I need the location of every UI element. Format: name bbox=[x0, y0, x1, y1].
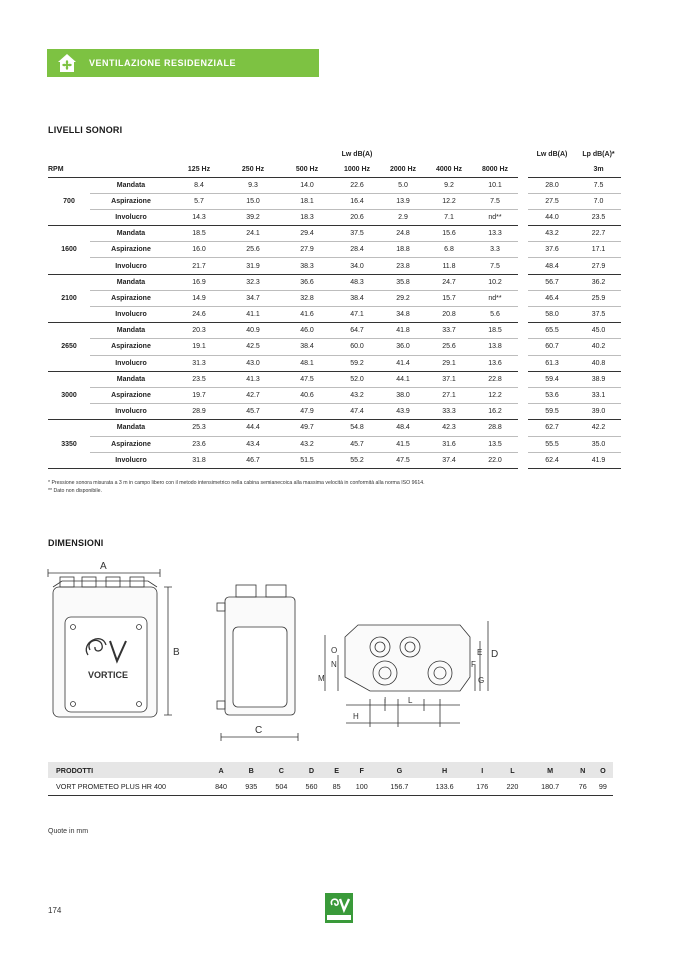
band-value-cell: 14.9 bbox=[172, 290, 226, 306]
band-header: 125 Hz bbox=[172, 162, 226, 177]
dimensions-section-title: DIMENSIONI bbox=[48, 538, 104, 548]
rpm-cell: 2650 bbox=[48, 323, 90, 372]
lw-value-cell: 59.5 bbox=[528, 404, 576, 420]
product-cell: VORT PROMETEO PLUS HR 400 bbox=[48, 778, 206, 795]
product-header-cell: D bbox=[296, 762, 326, 778]
band-value-cell: 10.2 bbox=[472, 274, 518, 290]
band-value-cell: 38.4 bbox=[280, 339, 334, 355]
band-value-cell: 25.6 bbox=[426, 339, 472, 355]
band-value-cell: 47.9 bbox=[280, 404, 334, 420]
sound-row bbox=[48, 274, 621, 290]
band-value-cell: 31.8 bbox=[172, 452, 226, 468]
band-value-cell: 47.5 bbox=[380, 452, 426, 468]
band-value-cell: 47.5 bbox=[280, 371, 334, 387]
band-value-cell: 41.4 bbox=[380, 355, 426, 371]
type-cell: Aspirazione bbox=[90, 242, 172, 258]
lw-value-cell: 62.7 bbox=[528, 420, 576, 436]
products-table bbox=[48, 762, 613, 796]
product-cell: 220 bbox=[497, 778, 527, 795]
band-value-cell: 12.2 bbox=[426, 193, 472, 209]
band-value-cell: 10.1 bbox=[472, 177, 518, 193]
band-value-cell: 13.9 bbox=[380, 193, 426, 209]
product-header-cell: N bbox=[573, 762, 593, 778]
band-value-cell: 8.4 bbox=[172, 177, 226, 193]
sound-row bbox=[48, 436, 621, 452]
product-header-cell: A bbox=[206, 762, 236, 778]
page-number: 174 bbox=[48, 906, 62, 915]
sound-row bbox=[48, 209, 621, 225]
band-value-cell: 42.3 bbox=[426, 420, 472, 436]
sound-row bbox=[48, 193, 621, 209]
rpm-header: RPM bbox=[48, 162, 90, 177]
band-value-cell: 31.6 bbox=[426, 436, 472, 452]
type-cell: Mandata bbox=[90, 371, 172, 387]
band-value-cell: 23.8 bbox=[380, 258, 426, 274]
band-value-cell: 43.2 bbox=[334, 387, 380, 403]
band-value-cell: 3.3 bbox=[472, 242, 518, 258]
band-value-cell: 16.9 bbox=[172, 274, 226, 290]
lw-total-header: Lw dB(A) bbox=[536, 151, 568, 158]
product-cell: 100 bbox=[347, 778, 377, 795]
band-value-cell: 43.9 bbox=[380, 404, 426, 420]
band-value-cell: 43.2 bbox=[280, 436, 334, 452]
band-value-cell: 32.8 bbox=[280, 290, 334, 306]
band-value-cell: 43.4 bbox=[226, 436, 280, 452]
lp-value-cell: 23.5 bbox=[576, 209, 621, 225]
band-value-cell: 34.7 bbox=[226, 290, 280, 306]
band-value-cell: 7.5 bbox=[472, 193, 518, 209]
lp-value-cell: 17.1 bbox=[576, 242, 621, 258]
band-value-cell: 38.4 bbox=[334, 290, 380, 306]
rpm-cell: 3000 bbox=[48, 371, 90, 420]
band-value-cell: 20.6 bbox=[334, 209, 380, 225]
product-header-cell: G bbox=[377, 762, 422, 778]
band-value-cell: 16.4 bbox=[334, 193, 380, 209]
sound-row bbox=[48, 371, 621, 387]
product-cell: 133.6 bbox=[422, 778, 467, 795]
rpm-cell: 2100 bbox=[48, 274, 90, 323]
band-value-cell: 47.4 bbox=[334, 404, 380, 420]
lw-value-cell: 59.4 bbox=[528, 371, 576, 387]
sound-row bbox=[48, 387, 621, 403]
lp-value-cell: 38.9 bbox=[576, 371, 621, 387]
sound-row bbox=[48, 420, 621, 436]
band-value-cell: 25.3 bbox=[172, 420, 226, 436]
band-value-cell: 12.2 bbox=[472, 387, 518, 403]
band-value-cell: 44.4 bbox=[226, 420, 280, 436]
band-value-cell: 19.7 bbox=[172, 387, 226, 403]
header-title: VENTILAZIONE RESIDENZIALE bbox=[89, 58, 237, 68]
band-value-cell: 47.1 bbox=[334, 307, 380, 323]
product-cell: 176 bbox=[467, 778, 497, 795]
lp-value-cell: 7.5 bbox=[576, 177, 621, 193]
lw-value-cell: 37.6 bbox=[528, 242, 576, 258]
band-value-cell: 23.5 bbox=[172, 371, 226, 387]
band-value-cell: 45.7 bbox=[334, 436, 380, 452]
band-value-cell: 24.1 bbox=[226, 226, 280, 242]
sound-row bbox=[48, 452, 621, 468]
band-value-cell: 33.3 bbox=[426, 404, 472, 420]
rpm-cell: 3350 bbox=[48, 420, 90, 469]
dim-label-I: I bbox=[384, 696, 387, 705]
band-value-cell: 55.2 bbox=[334, 452, 380, 468]
product-cell: 85 bbox=[327, 778, 347, 795]
lp-value-cell: 33.1 bbox=[576, 387, 621, 403]
spacer-cell bbox=[518, 193, 528, 209]
band-value-cell: 28.8 bbox=[472, 420, 518, 436]
front-view-drawing bbox=[48, 569, 172, 717]
section-header-band bbox=[47, 49, 319, 77]
product-header-cell: C bbox=[266, 762, 296, 778]
lw-value-cell: 44.0 bbox=[528, 209, 576, 225]
lp-value-cell: 41.9 bbox=[576, 452, 621, 468]
band-value-cell: 15.0 bbox=[226, 193, 280, 209]
note-not-available: ** Dato non disponibile. bbox=[48, 488, 102, 494]
units-note: Quote in mm bbox=[48, 828, 89, 835]
spacer-cell bbox=[518, 307, 528, 323]
band-value-cell: 11.8 bbox=[426, 258, 472, 274]
rpm-cell: 1600 bbox=[48, 226, 90, 275]
sound-levels-table bbox=[48, 147, 621, 469]
type-cell: Mandata bbox=[90, 323, 172, 339]
lw-value-cell: 28.0 bbox=[528, 177, 576, 193]
band-value-cell: 18.8 bbox=[380, 242, 426, 258]
spacer-cell bbox=[518, 404, 528, 420]
product-cell: 840 bbox=[206, 778, 236, 795]
lp-value-cell: 35.0 bbox=[576, 436, 621, 452]
product-cell: 180.7 bbox=[528, 778, 573, 795]
band-value-cell: 43.0 bbox=[226, 355, 280, 371]
lp-value-cell: 40.8 bbox=[576, 355, 621, 371]
product-header-cell: PRODOTTI bbox=[48, 762, 206, 778]
band-value-cell: 16.2 bbox=[472, 404, 518, 420]
spacer-cell bbox=[518, 209, 528, 225]
lp-value-cell: 36.2 bbox=[576, 274, 621, 290]
sound-row bbox=[48, 307, 621, 323]
band-value-cell: 27.1 bbox=[426, 387, 472, 403]
band-value-cell: 42.7 bbox=[226, 387, 280, 403]
band-value-cell: 22.0 bbox=[472, 452, 518, 468]
band-value-cell: 14.3 bbox=[172, 209, 226, 225]
band-value-cell: 48.4 bbox=[380, 420, 426, 436]
lw-value-cell: 53.6 bbox=[528, 387, 576, 403]
type-cell: Mandata bbox=[90, 420, 172, 436]
band-value-cell: 21.7 bbox=[172, 258, 226, 274]
sound-notes bbox=[48, 479, 425, 495]
band-value-cell: 31.3 bbox=[172, 355, 226, 371]
band-value-cell: 16.0 bbox=[172, 242, 226, 258]
lw-value-cell: 58.0 bbox=[528, 307, 576, 323]
dim-label-B: B bbox=[173, 647, 180, 658]
sound-row bbox=[48, 355, 621, 371]
front-brand-text: VORTICE bbox=[88, 670, 129, 680]
band-header: 500 Hz bbox=[280, 162, 334, 177]
band-value-cell: 51.5 bbox=[280, 452, 334, 468]
band-value-cell: 7.1 bbox=[426, 209, 472, 225]
band-value-cell: 36.6 bbox=[280, 274, 334, 290]
band-value-cell: 27.9 bbox=[280, 242, 334, 258]
house-icon bbox=[57, 53, 77, 73]
product-cell: 99 bbox=[593, 778, 613, 795]
band-value-cell: 6.8 bbox=[426, 242, 472, 258]
band-header: 250 Hz bbox=[226, 162, 280, 177]
note-pressure: * Pressione sonora misurata a 3 m in campo libero con il metodo intensimetrico nella cabina semianecoica alla massima velocità in conformità alla norma ISO 9614. bbox=[48, 480, 425, 486]
band-value-cell: 5.0 bbox=[380, 177, 426, 193]
band-value-cell: 9.3 bbox=[226, 177, 280, 193]
sound-row bbox=[48, 258, 621, 274]
dim-label-H: H bbox=[353, 712, 359, 721]
band-value-cell: 34.0 bbox=[334, 258, 380, 274]
lp-value-cell: 45.0 bbox=[576, 323, 621, 339]
product-row bbox=[48, 778, 613, 795]
lw-value-cell: 60.7 bbox=[528, 339, 576, 355]
lp-total-sub: 3m bbox=[576, 162, 621, 177]
type-cell: Aspirazione bbox=[90, 290, 172, 306]
spacer-cell bbox=[518, 452, 528, 468]
band-value-cell: 41.6 bbox=[280, 307, 334, 323]
band-value-cell: 20.8 bbox=[426, 307, 472, 323]
lw-value-cell: 56.7 bbox=[528, 274, 576, 290]
band-value-cell: 39.2 bbox=[226, 209, 280, 225]
spacer-cell bbox=[518, 355, 528, 371]
spacer-cell bbox=[518, 258, 528, 274]
band-value-cell: 37.5 bbox=[334, 226, 380, 242]
band-value-cell: 2.9 bbox=[380, 209, 426, 225]
band-value-cell: 31.9 bbox=[226, 258, 280, 274]
lw-value-cell: 43.2 bbox=[528, 226, 576, 242]
product-cell: 156.7 bbox=[377, 778, 422, 795]
type-cell: Mandata bbox=[90, 226, 172, 242]
band-value-cell: 9.2 bbox=[426, 177, 472, 193]
type-cell: Involucro bbox=[90, 307, 172, 323]
dim-label-N: N bbox=[331, 660, 337, 669]
band-value-cell: 24.7 bbox=[426, 274, 472, 290]
band-value-cell: 38.3 bbox=[280, 258, 334, 274]
band-value-cell: 18.5 bbox=[172, 226, 226, 242]
product-header-cell: H bbox=[422, 762, 467, 778]
band-header: 8000 Hz bbox=[472, 162, 518, 177]
spacer-cell bbox=[518, 371, 528, 387]
band-value-cell: 13.3 bbox=[472, 226, 518, 242]
band-value-cell: 13.5 bbox=[472, 436, 518, 452]
sound-row bbox=[48, 177, 621, 193]
sound-row bbox=[48, 242, 621, 258]
band-value-cell: 5.6 bbox=[472, 307, 518, 323]
spacer-cell bbox=[518, 323, 528, 339]
sound-row bbox=[48, 323, 621, 339]
lw-value-cell: 61.3 bbox=[528, 355, 576, 371]
product-cell: 76 bbox=[573, 778, 593, 795]
band-value-cell: 23.6 bbox=[172, 436, 226, 452]
band-value-cell: 29.1 bbox=[426, 355, 472, 371]
type-cell: Mandata bbox=[90, 177, 172, 193]
band-value-cell: 41.1 bbox=[226, 307, 280, 323]
band-value-cell: 29.2 bbox=[380, 290, 426, 306]
lw-value-cell: 48.4 bbox=[528, 258, 576, 274]
sound-row bbox=[48, 290, 621, 306]
band-value-cell: 42.5 bbox=[226, 339, 280, 355]
lp-value-cell: 27.9 bbox=[576, 258, 621, 274]
product-cell: 935 bbox=[236, 778, 266, 795]
band-value-cell: 25.6 bbox=[226, 242, 280, 258]
vortice-logo-icon bbox=[325, 893, 353, 923]
type-cell: Aspirazione bbox=[90, 339, 172, 355]
band-header: 2000 Hz bbox=[380, 162, 426, 177]
band-value-cell: 20.3 bbox=[172, 323, 226, 339]
sound-section-title: LIVELLI SONORI bbox=[48, 125, 123, 135]
band-value-cell: 48.3 bbox=[334, 274, 380, 290]
product-header-cell: F bbox=[347, 762, 377, 778]
type-cell: Involucro bbox=[90, 209, 172, 225]
band-value-cell: 37.1 bbox=[426, 371, 472, 387]
spacer-cell bbox=[518, 420, 528, 436]
spacer-cell bbox=[518, 242, 528, 258]
lp-value-cell: 22.7 bbox=[576, 226, 621, 242]
lw-value-cell: 65.5 bbox=[528, 323, 576, 339]
spacer-cell bbox=[518, 339, 528, 355]
band-value-cell: 13.8 bbox=[472, 339, 518, 355]
band-value-cell: 14.0 bbox=[280, 177, 334, 193]
dim-label-E: E bbox=[477, 648, 483, 657]
band-value-cell: 46.0 bbox=[280, 323, 334, 339]
band-value-cell: 41.3 bbox=[226, 371, 280, 387]
lp-value-cell: 7.0 bbox=[576, 193, 621, 209]
side-view-drawing bbox=[217, 585, 298, 741]
type-cell: Involucro bbox=[90, 258, 172, 274]
band-value-cell: 7.5 bbox=[472, 258, 518, 274]
band-value-cell: nd** bbox=[472, 209, 518, 225]
band-header: 4000 Hz bbox=[426, 162, 472, 177]
band-value-cell: 13.6 bbox=[472, 355, 518, 371]
band-value-cell: 33.7 bbox=[426, 323, 472, 339]
sound-row bbox=[48, 339, 621, 355]
band-value-cell: 24.8 bbox=[380, 226, 426, 242]
band-value-cell: 41.5 bbox=[380, 436, 426, 452]
band-value-cell: 22.8 bbox=[472, 371, 518, 387]
band-value-cell: 45.7 bbox=[226, 404, 280, 420]
band-value-cell: 40.9 bbox=[226, 323, 280, 339]
band-value-cell: 36.0 bbox=[380, 339, 426, 355]
band-value-cell: 29.4 bbox=[280, 226, 334, 242]
lw-group-header: Lw dB(A) bbox=[341, 151, 373, 158]
dim-label-A: A bbox=[100, 561, 107, 572]
product-header-cell: M bbox=[528, 762, 573, 778]
band-value-cell: nd** bbox=[472, 290, 518, 306]
band-value-cell: 46.7 bbox=[226, 452, 280, 468]
lw-value-cell: 62.4 bbox=[528, 452, 576, 468]
dim-label-F: F bbox=[471, 660, 476, 669]
product-header-cell: I bbox=[467, 762, 497, 778]
band-value-cell: 54.8 bbox=[334, 420, 380, 436]
product-header-cell: L bbox=[497, 762, 527, 778]
type-cell: Aspirazione bbox=[90, 436, 172, 452]
dim-label-D: D bbox=[491, 649, 499, 660]
band-value-cell: 18.1 bbox=[280, 193, 334, 209]
product-cell: 560 bbox=[296, 778, 326, 795]
band-value-cell: 37.4 bbox=[426, 452, 472, 468]
band-value-cell: 64.7 bbox=[334, 323, 380, 339]
band-value-cell: 19.1 bbox=[172, 339, 226, 355]
spacer-cell bbox=[518, 274, 528, 290]
band-value-cell: 48.1 bbox=[280, 355, 334, 371]
dim-label-O: O bbox=[331, 646, 338, 655]
band-value-cell: 32.3 bbox=[226, 274, 280, 290]
product-header-cell: B bbox=[236, 762, 266, 778]
spacer-cell bbox=[518, 290, 528, 306]
band-value-cell: 59.2 bbox=[334, 355, 380, 371]
type-cell: Involucro bbox=[90, 355, 172, 371]
type-cell: Aspirazione bbox=[90, 193, 172, 209]
product-header-cell: O bbox=[593, 762, 613, 778]
spacer-cell bbox=[518, 436, 528, 452]
lw-value-cell: 46.4 bbox=[528, 290, 576, 306]
type-cell: Involucro bbox=[90, 452, 172, 468]
band-value-cell: 49.7 bbox=[280, 420, 334, 436]
band-value-cell: 38.0 bbox=[380, 387, 426, 403]
band-value-cell: 18.3 bbox=[280, 209, 334, 225]
lp-value-cell: 25.9 bbox=[576, 290, 621, 306]
band-value-cell: 34.8 bbox=[380, 307, 426, 323]
band-value-cell: 5.7 bbox=[172, 193, 226, 209]
band-value-cell: 24.6 bbox=[172, 307, 226, 323]
lp-value-cell: 40.2 bbox=[576, 339, 621, 355]
band-value-cell: 52.0 bbox=[334, 371, 380, 387]
rpm-cell: 700 bbox=[48, 177, 90, 226]
dim-label-M: M bbox=[318, 674, 325, 683]
band-value-cell: 22.6 bbox=[334, 177, 380, 193]
top-view-drawing bbox=[325, 621, 488, 727]
band-value-cell: 28.4 bbox=[334, 242, 380, 258]
band-value-cell: 18.5 bbox=[472, 323, 518, 339]
lp-value-cell: 39.0 bbox=[576, 404, 621, 420]
spacer-cell bbox=[518, 226, 528, 242]
lp-value-cell: 37.5 bbox=[576, 307, 621, 323]
band-value-cell: 28.9 bbox=[172, 404, 226, 420]
spacer-cell bbox=[518, 177, 528, 193]
band-value-cell: 41.8 bbox=[380, 323, 426, 339]
spacer-cell bbox=[518, 387, 528, 403]
dim-label-L: L bbox=[408, 696, 413, 705]
band-header: 1000 Hz bbox=[334, 162, 380, 177]
band-value-cell: 60.0 bbox=[334, 339, 380, 355]
dimension-drawings bbox=[40, 555, 600, 745]
band-value-cell: 40.6 bbox=[280, 387, 334, 403]
band-value-cell: 44.1 bbox=[380, 371, 426, 387]
lp-total-header: Lp dB(A)* bbox=[582, 151, 615, 158]
band-value-cell: 35.8 bbox=[380, 274, 426, 290]
type-cell: Mandata bbox=[90, 274, 172, 290]
type-cell: Involucro bbox=[90, 404, 172, 420]
band-value-cell: 15.6 bbox=[426, 226, 472, 242]
lw-value-cell: 55.5 bbox=[528, 436, 576, 452]
lp-value-cell: 42.2 bbox=[576, 420, 621, 436]
lw-value-cell: 27.5 bbox=[528, 193, 576, 209]
sound-row bbox=[48, 404, 621, 420]
product-cell: 504 bbox=[266, 778, 296, 795]
dim-label-C: C bbox=[255, 725, 263, 736]
sound-row bbox=[48, 226, 621, 242]
dim-label-G: G bbox=[478, 676, 485, 685]
product-header-cell: E bbox=[327, 762, 347, 778]
band-value-cell: 15.7 bbox=[426, 290, 472, 306]
type-cell: Aspirazione bbox=[90, 387, 172, 403]
